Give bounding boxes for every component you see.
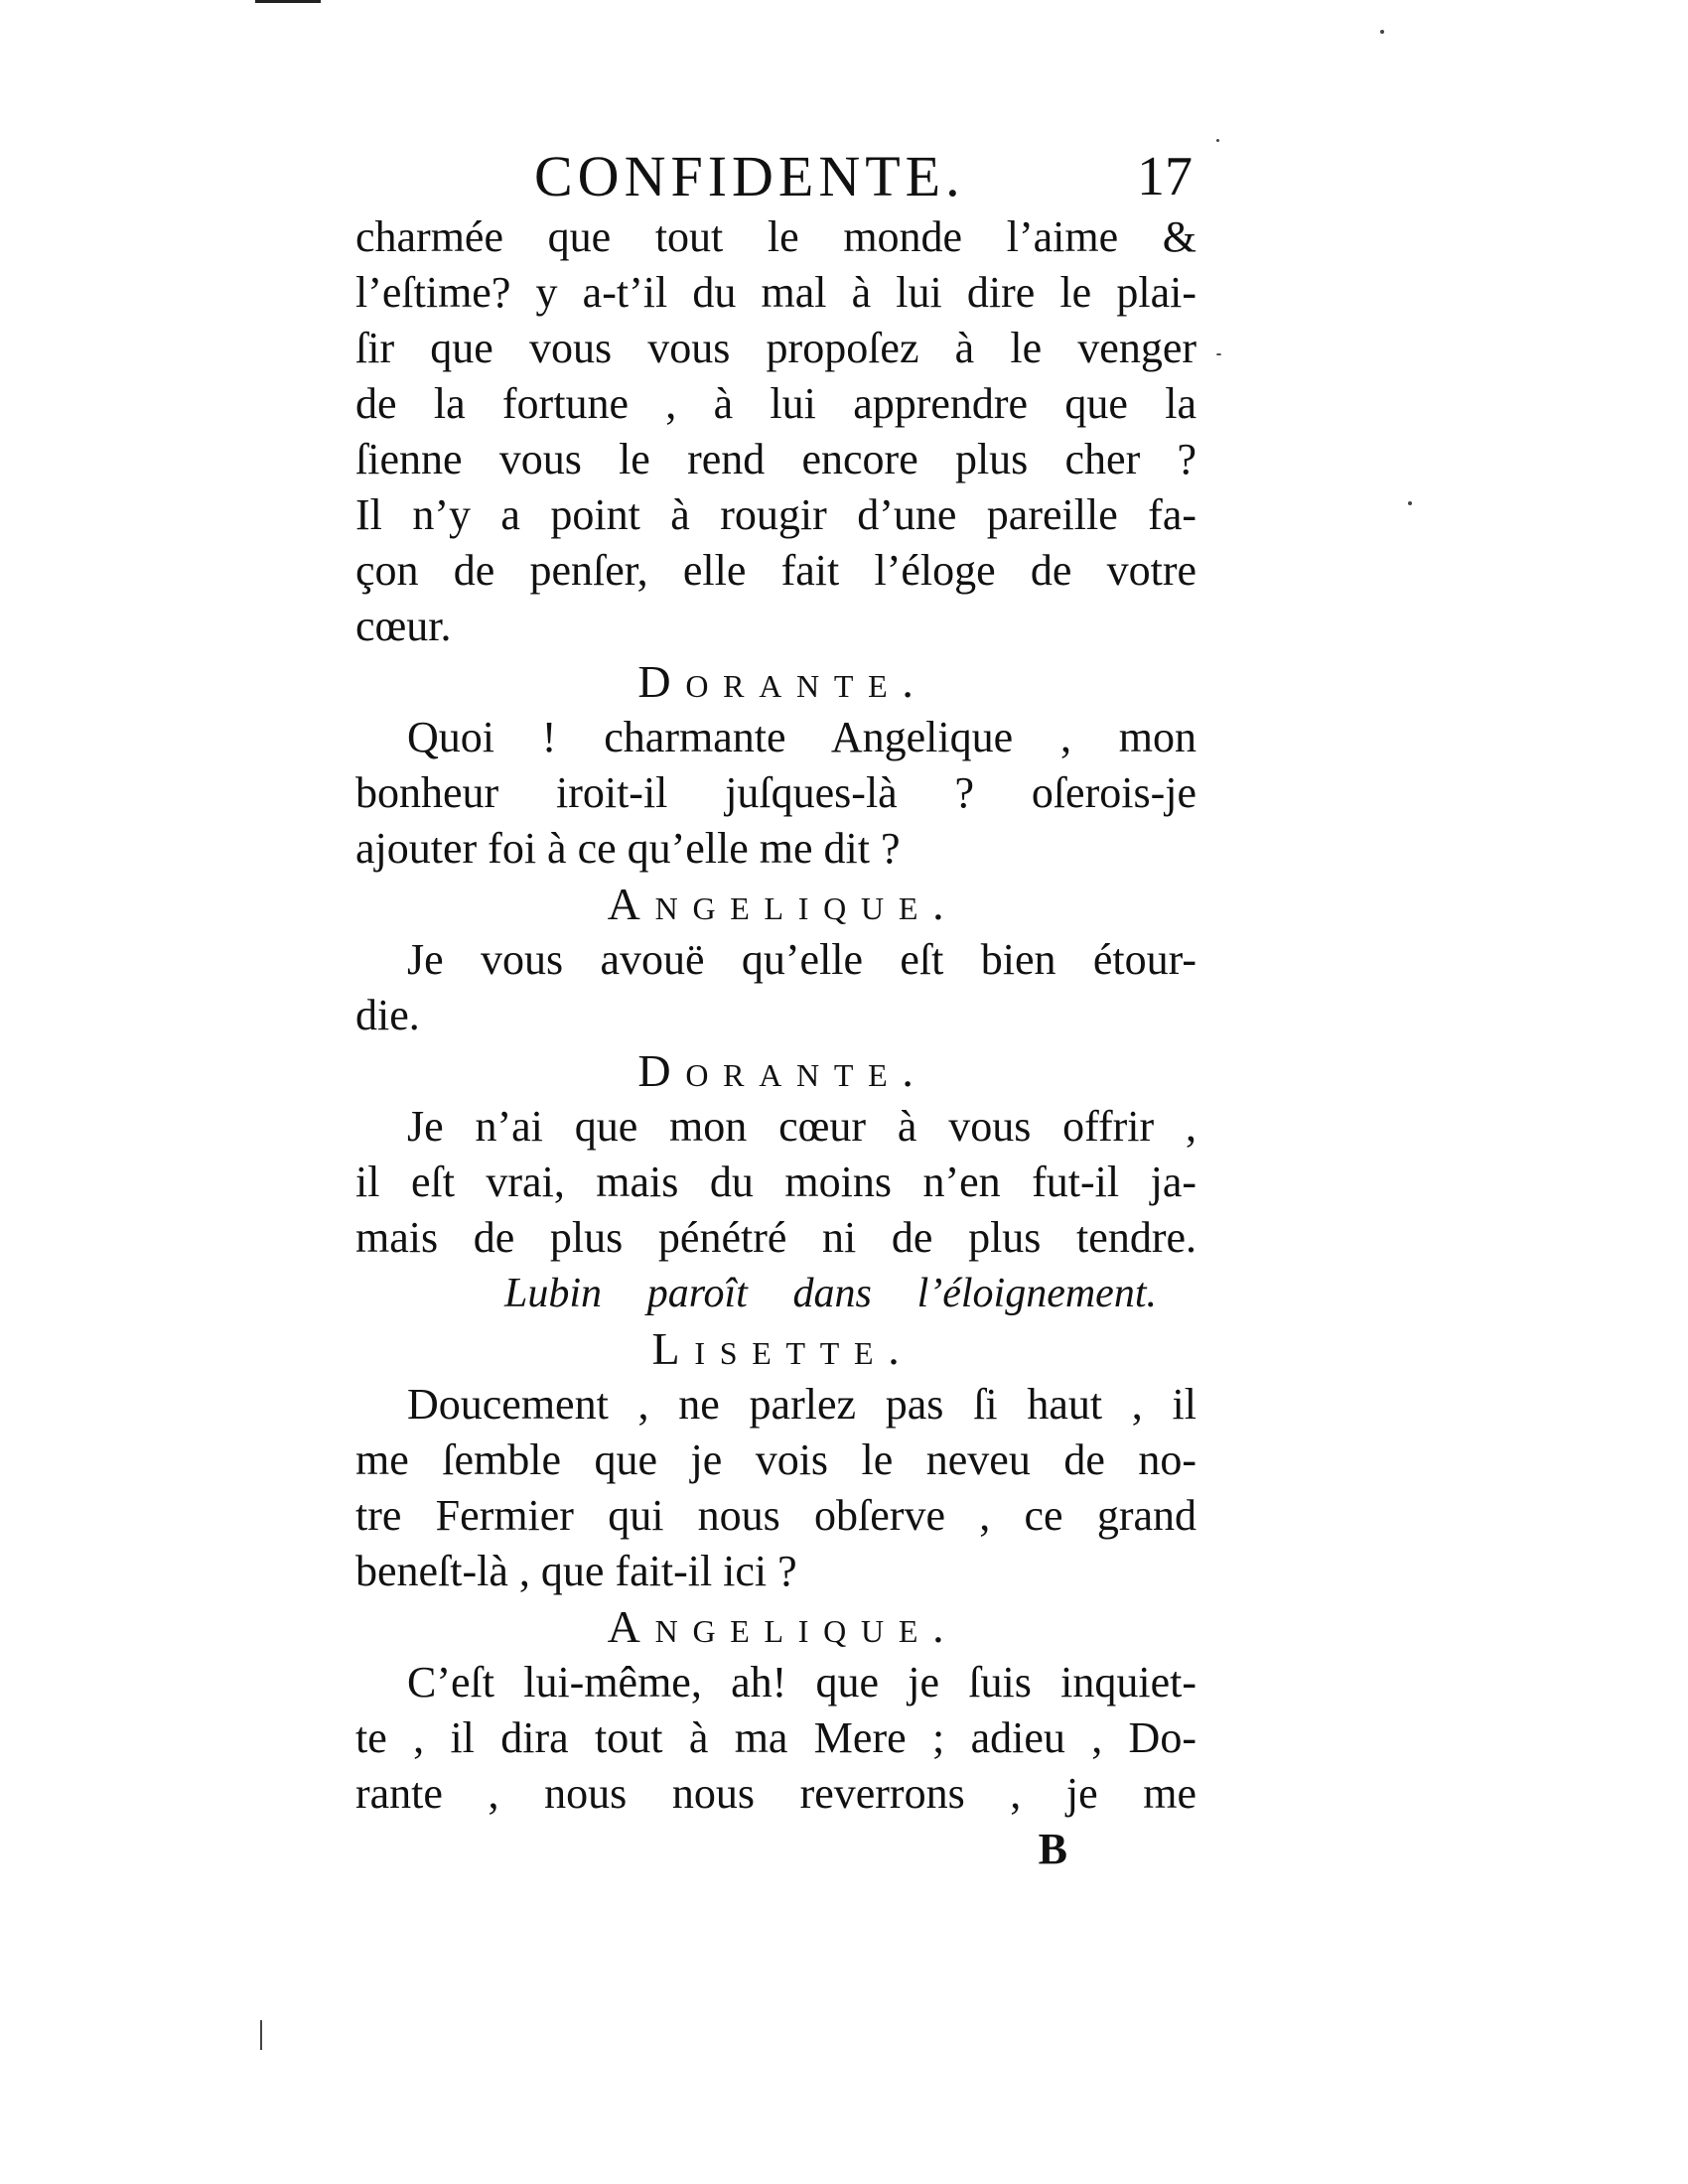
top-edge-rule	[255, 0, 321, 3]
text-line: bonheur iroit-il juſques-là ? oſerois-je	[355, 768, 1196, 817]
text-line: Il n’y a point à rougir d’une pareille fa-	[355, 490, 1196, 539]
paper-speck	[1380, 30, 1384, 34]
text-line: Je vous avouë qu’elle eſt bien étour-	[407, 935, 1196, 984]
page-number: 17	[1137, 146, 1193, 207]
speaker-name: Angelique.	[607, 1601, 959, 1652]
signature-mark: B	[1038, 1825, 1067, 1873]
text-line: il eſt vrai, mais du moins n’en fut-il ja-	[355, 1158, 1196, 1206]
speaker-name: Dorante.	[637, 1045, 928, 1096]
stage-direction: Lubin paroît dans l’éloignement.	[504, 1271, 1157, 1316]
text-line: Je n’ai que mon cœur à vous offrir ,	[407, 1102, 1196, 1151]
page-header	[355, 144, 1196, 208]
text-line: tre Fermier qui nous obſerve , ce grand	[355, 1491, 1196, 1540]
speaker-name: Dorante.	[637, 656, 928, 707]
paper-speck	[1216, 353, 1221, 355]
text-line: beneſt-là , que fait-il ici ?	[355, 1547, 797, 1595]
text-line: ſir que vous vous propoſez à le venger	[355, 324, 1196, 372]
text-line: cœur.	[355, 602, 452, 650]
text-line: die.	[355, 991, 420, 1039]
text-line: çon de penſer, elle fait l’éloge de votre	[355, 546, 1196, 595]
text-line: mais de plus pénétré ni de plus tendre.	[355, 1213, 1196, 1262]
paper-speck	[1408, 501, 1412, 505]
text-line: Quoi ! charmante Angelique , mon	[407, 713, 1196, 761]
text-line: ajouter foi à ce qu’elle me dit ?	[355, 824, 901, 873]
text-line: rante , nous nous reverrons , je me	[355, 1769, 1196, 1818]
text-line: de la fortune , à lui apprendre que la	[355, 379, 1196, 428]
text-line: charmée que tout le monde l’aime &	[355, 212, 1196, 261]
text-line: Doucement , ne parlez pas ſi haut , il	[407, 1380, 1196, 1429]
text-line: C’eſt lui-même, ah! que je ſuis inquiet-	[407, 1658, 1196, 1706]
text-line: me ſemble que je vois le neveu de no-	[355, 1435, 1196, 1484]
paper-speck	[1216, 139, 1219, 142]
text-line: ſienne vous le rend encore plus cher ?	[355, 435, 1196, 483]
paper-speck	[260, 2020, 262, 2050]
speaker-name: Angelique.	[607, 879, 959, 929]
speaker-name: Lisette.	[651, 1323, 914, 1374]
running-title: CONFIDENTE.	[534, 144, 965, 208]
text-line: te , il dira tout à ma Mere ; adieu , Do-	[355, 1713, 1196, 1762]
text-line: l’eſtime? y a-t’il du mal à lui dire le plai-	[355, 268, 1196, 317]
